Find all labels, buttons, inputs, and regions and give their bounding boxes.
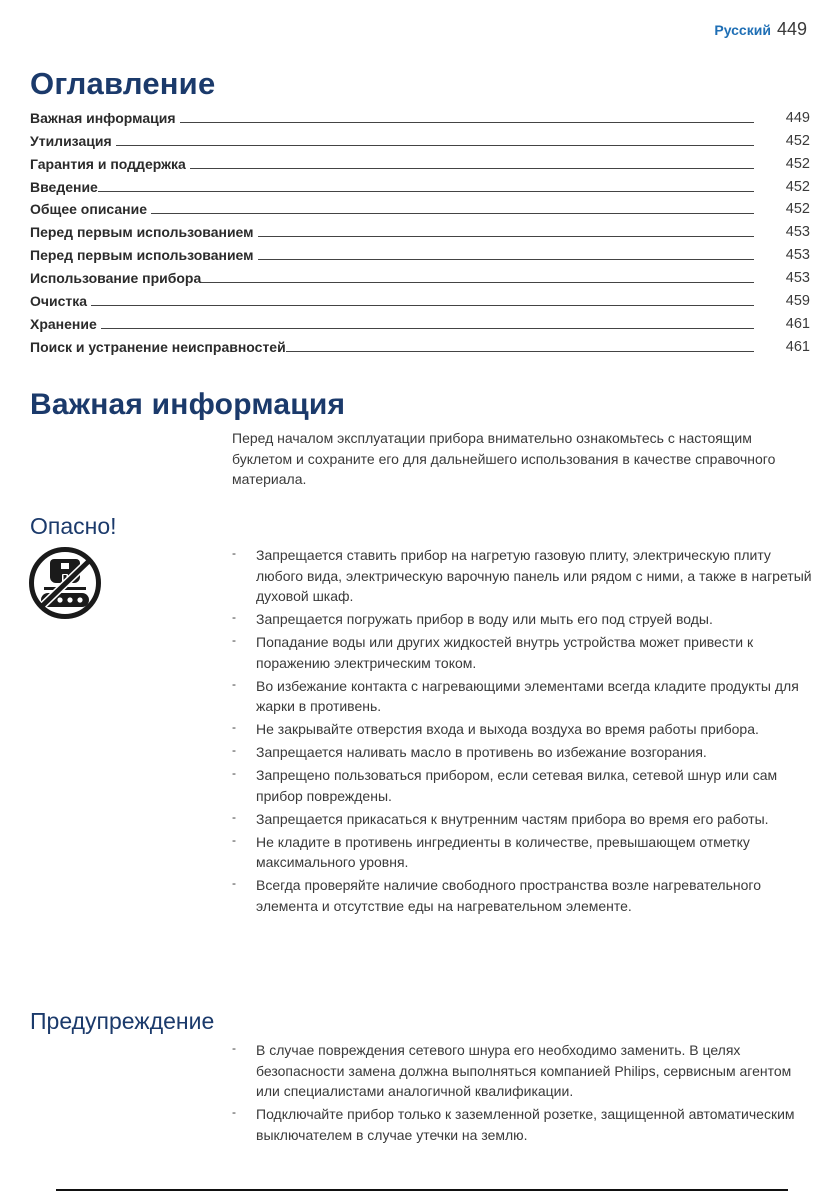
warning-title: Предупреждение [30,1008,215,1034]
bullet-dash: - [232,1105,236,1119]
bullet-dash: - [232,743,236,757]
toc-entry-label[interactable]: Перед первым использованием [30,247,254,264]
list-item-text: Не кладите в противень ингредиенты в количестве, превышающем отметку максимального уровня. [256,833,750,870]
toc-leader-line [98,190,754,192]
bullet-dash: - [232,809,236,824]
toc-leader-line [286,350,754,352]
toc-entry[interactable] [30,310,810,333]
toc-leader-line [151,212,754,214]
bullet-dash: - [232,1041,236,1055]
list-item-text: Запрещается прикасаться к внутренним частям прибора во время его работы. [256,810,769,827]
toc-entry-page: 453 [785,224,810,241]
list-item-text: Подключайте прибор только к заземленной розетке, защищенной автоматическим выключателем в случае утечки на землю. [256,1106,795,1143]
list-item-text: Запрещается наливать масло в противень во избежание возгорания. [256,744,707,760]
list-item [232,609,812,630]
list-item-text: Запрещается погружать прибор в воду или мыть его под струей воды. [256,611,713,627]
no-appliance-on-hot-stove-icon [27,545,103,621]
list-item [232,875,812,916]
toc-entry[interactable] [30,196,810,219]
list-item-text: В случае повреждения сетевого шнура его необходимо заменить. В целях безопасности замена должна выполняться компанией Philips, сервисным агентом или специалистами аналогичной квалификации. [256,1042,792,1099]
toc-entry-page: 461 [785,315,810,332]
list-item [232,742,812,763]
list-item [232,632,812,673]
list-item-text: Во избежание контакта с нагревающими элементами всегда кладите продукты для жарки в противень. [256,677,799,714]
list-item [232,832,812,873]
bullet-dash: - [232,633,236,647]
list-item-text: Попадание воды или других жидкостей внутрь устройства может привести к поражению электрическим током. [256,634,754,671]
toc-entry-label[interactable]: Поиск и устранение неисправностей [30,338,286,355]
toc-entry[interactable] [30,150,810,173]
toc-entry-page: 461 [785,338,810,355]
page-header [714,19,807,40]
toc-entry-page: 452 [785,201,810,218]
toc-leader-line [101,327,754,329]
page-number: 449 [776,19,807,39]
danger-title: Опасно! [30,513,117,539]
list-item [232,765,812,806]
toc-entry-page: 453 [785,270,810,287]
danger-list [232,545,812,919]
bullet-dash: - [232,876,236,890]
bullet-dash: - [232,610,236,624]
list-item-text: Запрещается ставить прибор на нагретую газовую плиту, электрическую плиту любого вида, электрическую варочную панель или рядом с ними, а также в нагретый духовой шкаф. [256,547,812,604]
toc-entry-page: 459 [785,293,810,310]
list-item-text: Не закрывайте отверстия входа и выхода воздуха во время работы прибора. [256,721,759,737]
toc-entry[interactable] [30,241,810,264]
warning-list [232,1040,812,1148]
language-label: Русский [714,22,771,38]
toc-entry-page: 452 [785,155,810,172]
toc-leader-line [258,258,754,260]
toc-entry[interactable] [30,127,810,150]
bullet-dash: - [232,832,236,847]
toc-entry[interactable] [30,287,810,310]
list-item [232,545,812,607]
toc-entry-page: 452 [785,132,810,149]
toc-entry-label[interactable]: Важная информация [30,109,176,126]
important-info-title: Важная информация [30,388,346,421]
toc-leader-line [201,281,754,283]
toc-leader-line [116,144,754,146]
toc-entry[interactable] [30,218,810,241]
bullet-dash: - [232,676,236,691]
list-item-text: Всегда проверяйте наличие свободного пространства возле нагревательного элемента и отсутствие еды на нагревательном элементе. [256,877,761,914]
bullet-dash: - [232,546,236,560]
toc-entry-label[interactable]: Использование прибора [30,270,202,287]
toc-entry-page: 453 [785,247,810,264]
bullet-dash: - [232,720,236,734]
toc-entry[interactable] [30,264,810,287]
toc-entry[interactable] [30,173,810,196]
toc-title: Оглавление [30,66,216,101]
toc-entry-label[interactable]: Гарантия и поддержка [30,155,186,172]
toc-entry-page: 452 [785,178,810,195]
toc-entry[interactable] [30,333,810,356]
toc-entry-label[interactable]: Очистка [30,293,88,310]
toc-leader-line [258,235,754,237]
toc-entry-label[interactable]: Хранение [30,315,97,332]
important-info-intro: Перед началом эксплуатации прибора внимательно ознакомьтесь с настоящим буклетом и сохраните его для дальнейшего использования в качестве справочного материала. [232,430,776,487]
toc-leader-line [91,304,754,306]
toc-leader-line [180,121,754,123]
list-item [232,1040,812,1102]
bullet-dash: - [232,766,236,780]
list-item [232,676,812,717]
toc-entry-page: 449 [785,109,810,126]
list-item-text: Запрещено пользоваться прибором, если сетевая вилка, сетевой шнур или сам прибор повреждены. [256,767,778,804]
list-item [232,809,812,830]
toc-entry-label[interactable]: Введение [30,178,98,195]
toc-leader-line [190,167,754,169]
toc-entry[interactable] [30,104,810,127]
toc-entry-label[interactable]: Перед первым использованием [30,224,254,241]
list-item [232,1104,812,1145]
list-item [232,719,812,740]
toc-entry-label[interactable]: Утилизация [30,132,112,149]
table-of-contents [30,104,810,356]
toc-entry-label[interactable]: Общее описание [30,201,148,218]
